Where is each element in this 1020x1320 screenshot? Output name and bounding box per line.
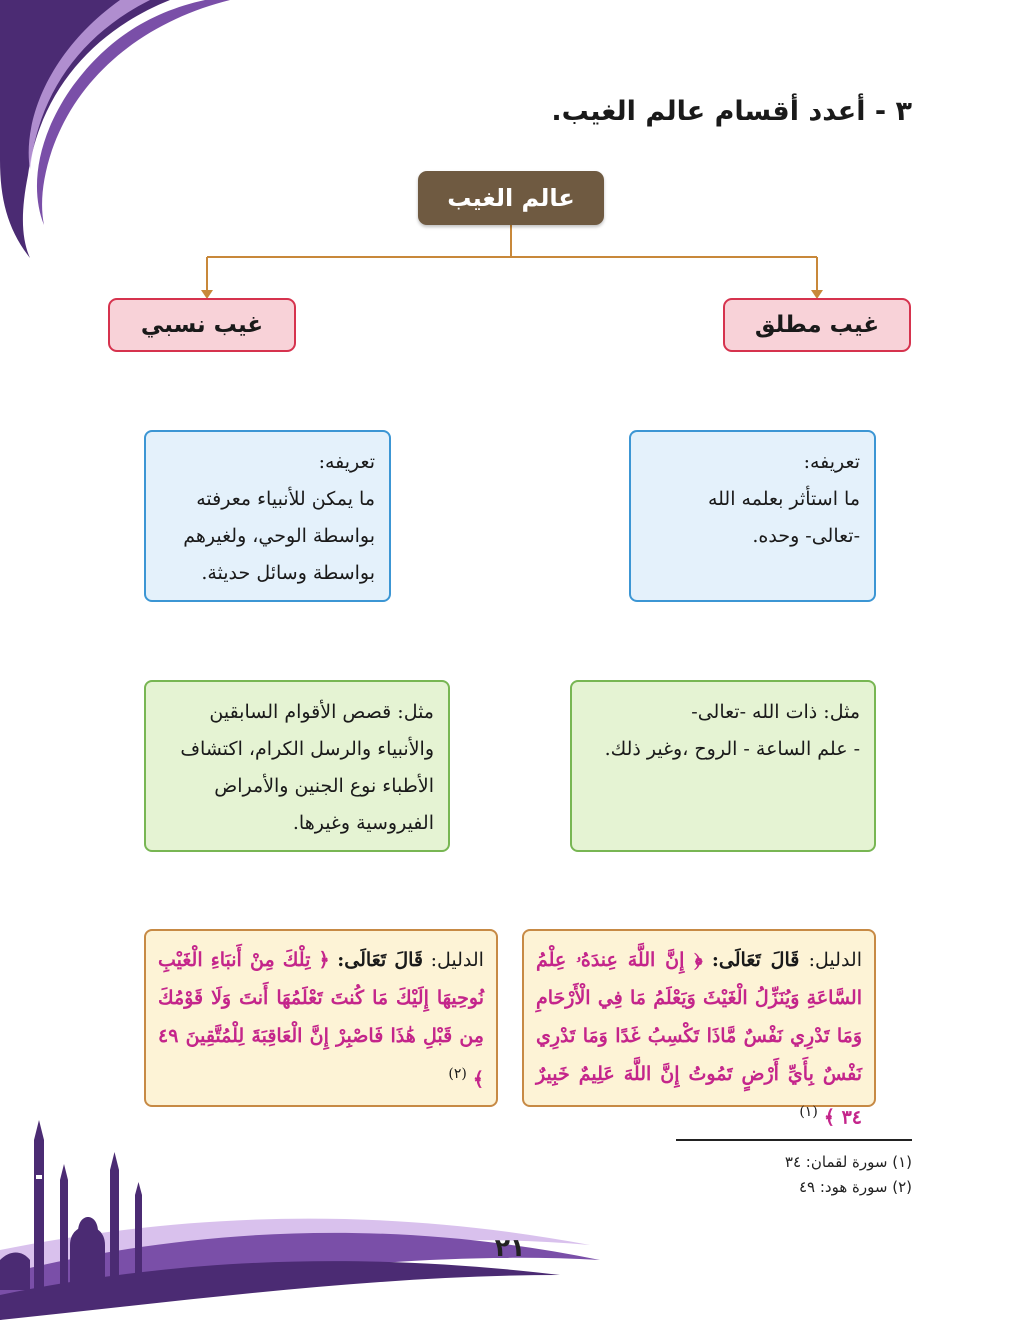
absolute-unseen-definition-box xyxy=(629,430,876,602)
branch-node-relative-unseen: غيب نسبي xyxy=(108,298,296,352)
relative-unseen-definition-box xyxy=(144,430,391,602)
footnote-marker: (١) xyxy=(799,1104,818,1120)
branch-node-absolute-unseen: غيب مطلق xyxy=(723,298,911,352)
page-number: ٢١ xyxy=(494,1233,526,1262)
evidence-said-the-exalted: قَالَ تَعَالَى: xyxy=(337,949,424,971)
footnotes xyxy=(785,1150,912,1200)
quran-verse-hud-49: ﴿ تِلْكَ مِنْ أَنبَاءِ الْغَيْبِ نُوحِيهَا إِلَيْكَ مَا كُنتَ تَعْلَمُهَا أَنتَ وَلَا قَوْمُكَ مِن قَبْلِ هَٰذَا فَاصْبِرْ إِنَّ الْعَاقِبَةَ لِلْمُتَّقِينَ ٤٩ ﴾ xyxy=(158,949,484,1091)
mosque-silhouette-decoration xyxy=(0,1100,620,1320)
example-line: - علم الساعة - الروح ،وغير ذلك. xyxy=(604,738,860,760)
quran-verse-luqman-34: ﴿ إِنَّ اللَّهَ عِندَهُۥ عِلْمُ السَّاعَةِ وَيُنَزِّلُ الْغَيْثَ وَيَعْلَمُ مَا فِي الْأَرْحَامِ وَمَا تَدْرِي نَفْسٌ مَّاذَا تَكْسِبُ غَدًا وَمَا تَدْرِي نَفْسٌ بِأَيِّ أَرْضٍ تَمُوتُ إِنَّ اللَّهَ عَلِيمٌ خَبِيرٌ ٣٤ ﴾ xyxy=(536,949,862,1129)
diagram-connectors xyxy=(0,0,1020,320)
relative-unseen-example-box xyxy=(144,680,450,852)
definition-line: ما يمكن للأنبياء معرفته xyxy=(196,488,375,510)
example-line: والأنبياء والرسل الكرام، اكتشاف xyxy=(180,738,434,760)
footnote-2: (٢) سورة هود: ٤٩ xyxy=(798,1178,912,1196)
example-line: مثل: قصص الأقوام السابقين xyxy=(209,701,434,723)
example-line: الأطباء نوع الجنين والأمراض xyxy=(214,775,434,797)
evidence-said-the-exalted: قَالَ تَعَالَى: xyxy=(711,949,800,971)
relative-unseen-evidence-box xyxy=(144,929,498,1107)
footnote-1: (١) سورة لقمان: ٣٤ xyxy=(784,1153,912,1171)
evidence-label: الدليل: xyxy=(430,949,484,971)
definition-line: بواسطة وسائل حديثة. xyxy=(201,562,375,584)
definition-line: بواسطة الوحي، ولغيرهم xyxy=(183,525,375,547)
absolute-unseen-example-box xyxy=(570,680,876,852)
example-line: مثل: ذات الله -تعالى- xyxy=(691,701,860,723)
definition-line: -تعالى- وحده. xyxy=(752,525,860,547)
root-node-unseen-world: عالم الغيب xyxy=(418,171,604,225)
absolute-unseen-evidence-box xyxy=(522,929,876,1129)
footnote-marker: (٢) xyxy=(448,1066,467,1082)
evidence-label: الدليل: xyxy=(808,949,862,971)
question-heading: ٣ - أعدد أقسام عالم الغيب. xyxy=(551,96,912,127)
example-line: الفيروسية وغيرها. xyxy=(292,812,434,834)
definition-line: ما استأثر بعلمه الله xyxy=(707,488,860,510)
footnote-separator xyxy=(676,1139,912,1141)
definition-title: تعريفه: xyxy=(803,451,860,473)
definition-title: تعريفه: xyxy=(318,451,375,473)
